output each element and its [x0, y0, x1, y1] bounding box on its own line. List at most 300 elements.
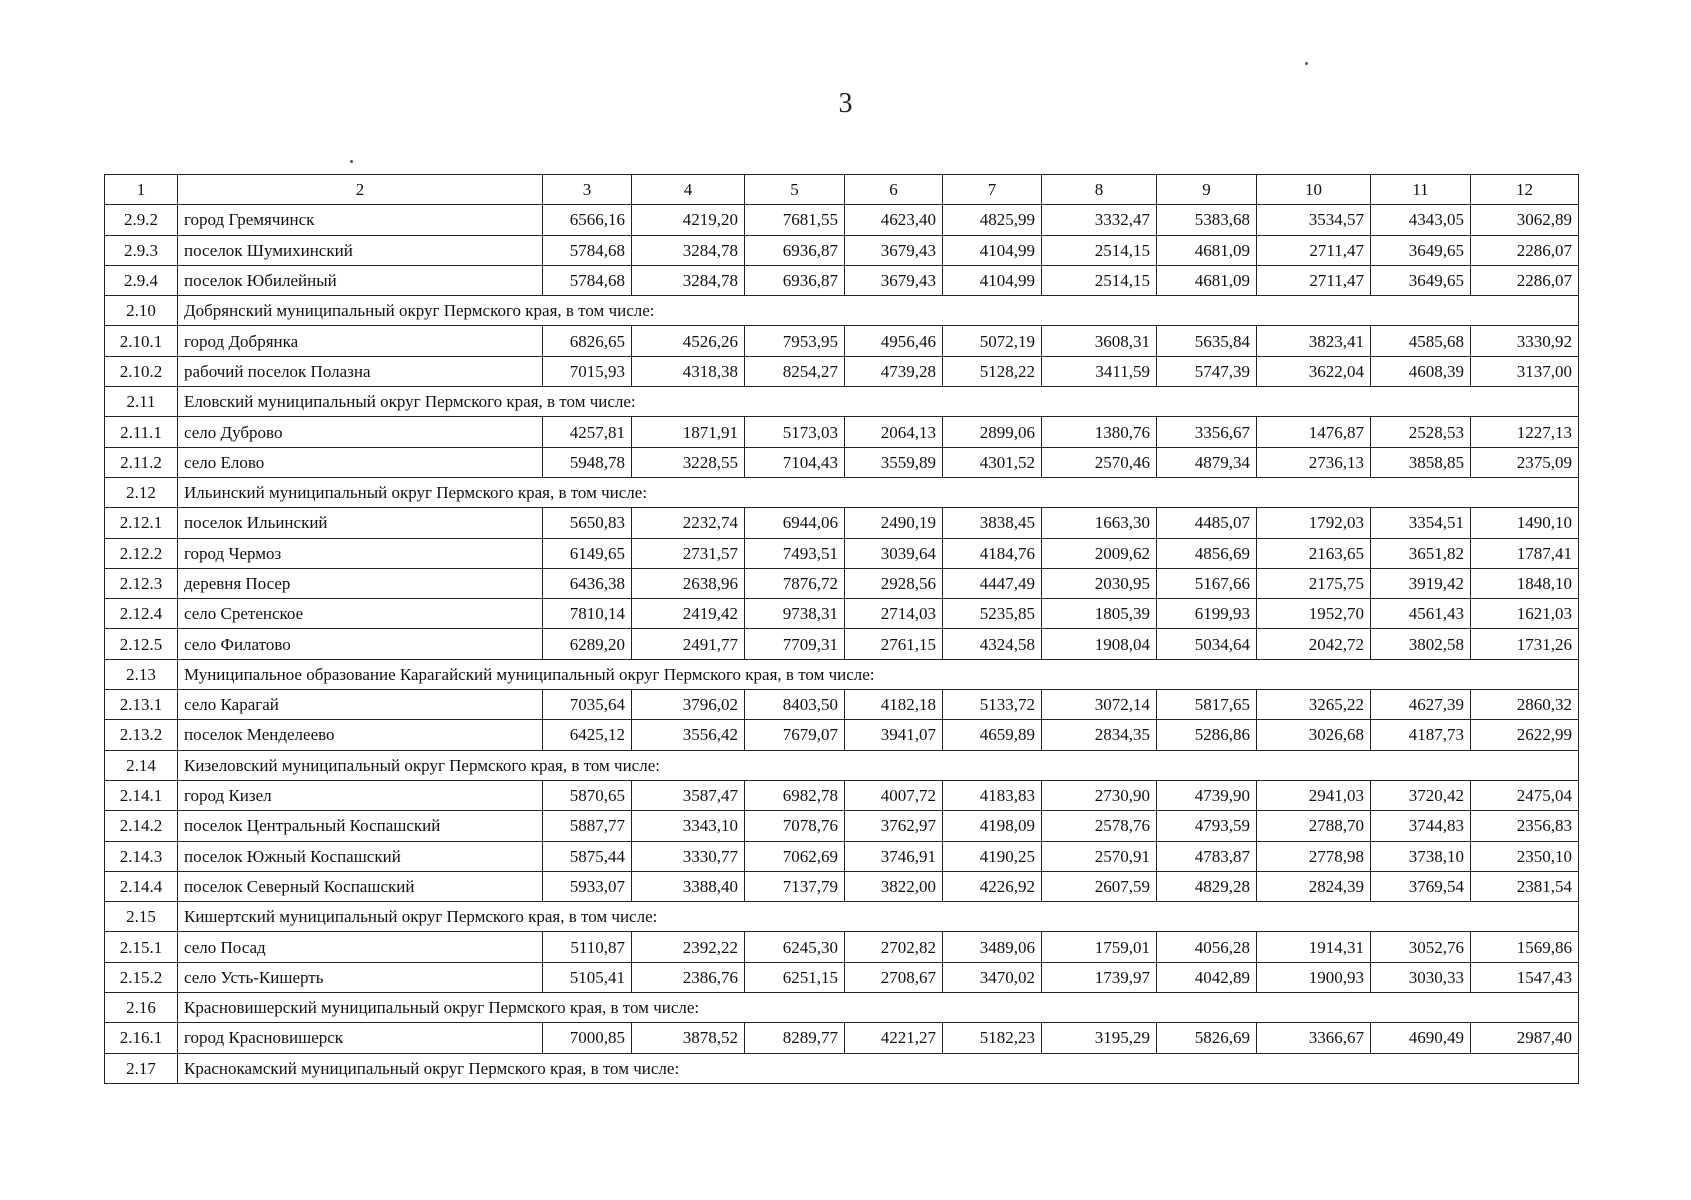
value-cell: 2570,46 [1042, 447, 1157, 477]
settlement-name: село Елово [178, 447, 543, 477]
scan-speck [350, 160, 353, 163]
value-cell: 3030,33 [1371, 962, 1471, 992]
section-row [105, 387, 1579, 417]
column-header-6: 6 [845, 175, 943, 205]
row-number: 2.11.2 [105, 447, 178, 477]
value-cell: 3878,52 [632, 1023, 745, 1053]
table-row [105, 841, 1579, 871]
value-cell: 2514,15 [1042, 235, 1157, 265]
value-cell: 3062,89 [1471, 205, 1579, 235]
value-cell: 2708,67 [845, 962, 943, 992]
value-cell: 4190,25 [943, 841, 1042, 871]
settlement-name: поселок Южный Коспашский [178, 841, 543, 871]
column-number-header-row [105, 175, 1579, 205]
value-cell: 4301,52 [943, 447, 1042, 477]
value-cell: 3559,89 [845, 447, 943, 477]
value-cell: 6149,65 [543, 538, 632, 568]
row-number: 2.16 [105, 993, 178, 1023]
value-cell: 8403,50 [745, 690, 845, 720]
value-cell: 4187,73 [1371, 720, 1471, 750]
value-cell: 6566,16 [543, 205, 632, 235]
value-cell: 2788,70 [1257, 811, 1371, 841]
table-row [105, 962, 1579, 992]
settlement-name: город Чермоз [178, 538, 543, 568]
value-cell: 4659,89 [943, 720, 1042, 750]
value-cell: 4104,99 [943, 265, 1042, 295]
row-number: 2.15.2 [105, 962, 178, 992]
settlement-name: село Карагай [178, 690, 543, 720]
value-cell: 2834,35 [1042, 720, 1157, 750]
value-cell: 4825,99 [943, 205, 1042, 235]
value-cell: 4324,58 [943, 629, 1042, 659]
column-header-7: 7 [943, 175, 1042, 205]
column-header-8: 8 [1042, 175, 1157, 205]
row-number: 2.11 [105, 387, 178, 417]
value-cell: 3354,51 [1371, 508, 1471, 538]
section-row [105, 296, 1579, 326]
value-cell: 3137,00 [1471, 356, 1579, 386]
value-cell: 3858,85 [1371, 447, 1471, 477]
row-number: 2.12 [105, 477, 178, 507]
value-cell: 3330,92 [1471, 326, 1579, 356]
value-cell: 2350,10 [1471, 841, 1579, 871]
value-cell: 8289,77 [745, 1023, 845, 1053]
value-cell: 2490,19 [845, 508, 943, 538]
section-row [105, 659, 1579, 689]
table-row [105, 326, 1579, 356]
table-row [105, 447, 1579, 477]
value-cell: 5110,87 [543, 932, 632, 962]
row-number: 2.13.1 [105, 690, 178, 720]
table-row [105, 508, 1579, 538]
column-header-1: 1 [105, 175, 178, 205]
row-number: 2.15.1 [105, 932, 178, 962]
value-cell: 9738,31 [745, 599, 845, 629]
value-cell: 4739,90 [1157, 780, 1257, 810]
settlement-name: поселок Северный Коспашский [178, 871, 543, 901]
table-row [105, 205, 1579, 235]
value-cell: 3411,59 [1042, 356, 1157, 386]
value-cell: 7679,07 [745, 720, 845, 750]
value-cell: 3195,29 [1042, 1023, 1157, 1053]
value-cell: 4447,49 [943, 568, 1042, 598]
value-cell: 2175,75 [1257, 568, 1371, 598]
value-cell: 2528,53 [1371, 417, 1471, 447]
section-title: Краснокамский муниципальный округ Пермского края, в том числе: [178, 1053, 1579, 1083]
value-cell: 1490,10 [1471, 508, 1579, 538]
value-cell: 6982,78 [745, 780, 845, 810]
value-cell: 4226,92 [943, 871, 1042, 901]
tariff-table [104, 174, 1579, 1084]
value-cell: 3587,47 [632, 780, 745, 810]
value-cell: 3330,77 [632, 841, 745, 871]
value-cell: 7493,51 [745, 538, 845, 568]
value-cell: 2714,03 [845, 599, 943, 629]
settlement-name: деревня Посер [178, 568, 543, 598]
value-cell: 3608,31 [1042, 326, 1157, 356]
value-cell: 6936,87 [745, 235, 845, 265]
table-row [105, 629, 1579, 659]
section-row [105, 1053, 1579, 1083]
value-cell: 4526,26 [632, 326, 745, 356]
value-cell: 2928,56 [845, 568, 943, 598]
value-cell: 4042,89 [1157, 962, 1257, 992]
value-cell: 3838,45 [943, 508, 1042, 538]
value-cell: 4585,68 [1371, 326, 1471, 356]
value-cell: 1792,03 [1257, 508, 1371, 538]
value-cell: 1848,10 [1471, 568, 1579, 598]
value-cell: 5887,77 [543, 811, 632, 841]
value-cell: 4608,39 [1371, 356, 1471, 386]
row-number: 2.15 [105, 902, 178, 932]
value-cell: 3470,02 [943, 962, 1042, 992]
section-row [105, 477, 1579, 507]
table-row [105, 932, 1579, 962]
column-header-10: 10 [1257, 175, 1371, 205]
value-cell: 5635,84 [1157, 326, 1257, 356]
value-cell: 7953,95 [745, 326, 845, 356]
value-cell: 3534,57 [1257, 205, 1371, 235]
value-cell: 2824,39 [1257, 871, 1371, 901]
value-cell: 2730,90 [1042, 780, 1157, 810]
table-row [105, 780, 1579, 810]
value-cell: 4681,09 [1157, 265, 1257, 295]
value-cell: 1900,93 [1257, 962, 1371, 992]
value-cell: 1914,31 [1257, 932, 1371, 962]
value-cell: 5105,41 [543, 962, 632, 992]
column-header-11: 11 [1371, 175, 1471, 205]
value-cell: 1547,43 [1471, 962, 1579, 992]
value-cell: 3366,67 [1257, 1023, 1371, 1053]
value-cell: 3228,55 [632, 447, 745, 477]
value-cell: 2381,54 [1471, 871, 1579, 901]
value-cell: 5948,78 [543, 447, 632, 477]
value-cell: 4879,34 [1157, 447, 1257, 477]
value-cell: 4793,59 [1157, 811, 1257, 841]
value-cell: 5870,65 [543, 780, 632, 810]
value-cell: 3072,14 [1042, 690, 1157, 720]
value-cell: 3679,43 [845, 265, 943, 295]
value-cell: 6944,06 [745, 508, 845, 538]
section-title: Муниципальное образование Карагайский муниципальный округ Пермского края, в том числе: [178, 659, 1579, 689]
value-cell: 1871,91 [632, 417, 745, 447]
value-cell: 1621,03 [1471, 599, 1579, 629]
value-cell: 4056,28 [1157, 932, 1257, 962]
value-cell: 6245,30 [745, 932, 845, 962]
value-cell: 4829,28 [1157, 871, 1257, 901]
settlement-name: село Усть-Кишерть [178, 962, 543, 992]
value-cell: 4681,09 [1157, 235, 1257, 265]
value-cell: 5826,69 [1157, 1023, 1257, 1053]
value-cell: 1805,39 [1042, 599, 1157, 629]
value-cell: 2761,15 [845, 629, 943, 659]
value-cell: 3556,42 [632, 720, 745, 750]
column-header-12: 12 [1471, 175, 1579, 205]
settlement-name: поселок Центральный Коспашский [178, 811, 543, 841]
row-number: 2.12.4 [105, 599, 178, 629]
value-cell: 2042,72 [1257, 629, 1371, 659]
table-row [105, 690, 1579, 720]
value-cell: 5875,44 [543, 841, 632, 871]
value-cell: 3343,10 [632, 811, 745, 841]
row-number: 2.10.1 [105, 326, 178, 356]
value-cell: 4783,87 [1157, 841, 1257, 871]
value-cell: 5784,68 [543, 235, 632, 265]
settlement-name: рабочий поселок Полазна [178, 356, 543, 386]
value-cell: 4184,76 [943, 538, 1042, 568]
value-cell: 5235,85 [943, 599, 1042, 629]
table-row [105, 356, 1579, 386]
value-cell: 3052,76 [1371, 932, 1471, 962]
value-cell: 5286,86 [1157, 720, 1257, 750]
value-cell: 2514,15 [1042, 265, 1157, 295]
section-title: Добрянский муниципальный округ Пермского края, в том числе: [178, 296, 1579, 326]
value-cell: 1476,87 [1257, 417, 1371, 447]
value-cell: 2375,09 [1471, 447, 1579, 477]
value-cell: 3822,00 [845, 871, 943, 901]
table-body [105, 175, 1579, 1084]
section-row [105, 902, 1579, 932]
table-row [105, 599, 1579, 629]
value-cell: 5650,83 [543, 508, 632, 538]
value-cell: 2419,42 [632, 599, 745, 629]
value-cell: 4956,46 [845, 326, 943, 356]
settlement-name: село Филатово [178, 629, 543, 659]
value-cell: 6425,12 [543, 720, 632, 750]
row-number: 2.14.3 [105, 841, 178, 871]
section-row [105, 750, 1579, 780]
value-cell: 3720,42 [1371, 780, 1471, 810]
value-cell: 2941,03 [1257, 780, 1371, 810]
value-cell: 4198,09 [943, 811, 1042, 841]
table-row [105, 568, 1579, 598]
value-cell: 4856,69 [1157, 538, 1257, 568]
value-cell: 2491,77 [632, 629, 745, 659]
column-header-9: 9 [1157, 175, 1257, 205]
table-row [105, 538, 1579, 568]
row-number: 2.11.1 [105, 417, 178, 447]
value-cell: 2009,62 [1042, 538, 1157, 568]
settlement-name: поселок Юбилейный [178, 265, 543, 295]
value-cell: 4739,28 [845, 356, 943, 386]
value-cell: 3622,04 [1257, 356, 1371, 386]
value-cell: 2232,74 [632, 508, 745, 538]
value-cell: 2392,22 [632, 932, 745, 962]
value-cell: 6436,38 [543, 568, 632, 598]
value-cell: 3679,43 [845, 235, 943, 265]
row-number: 2.9.2 [105, 205, 178, 235]
table-row [105, 811, 1579, 841]
table-row [105, 871, 1579, 901]
scan-speck [1305, 62, 1308, 65]
value-cell: 3265,22 [1257, 690, 1371, 720]
value-cell: 5167,66 [1157, 568, 1257, 598]
table-row [105, 235, 1579, 265]
value-cell: 2475,04 [1471, 780, 1579, 810]
row-number: 2.12.5 [105, 629, 178, 659]
section-title: Ильинский муниципальный округ Пермского края, в том числе: [178, 477, 1579, 507]
value-cell: 5133,72 [943, 690, 1042, 720]
table-row [105, 720, 1579, 750]
section-title: Кишертский муниципальный округ Пермского края, в том числе: [178, 902, 1579, 932]
section-title: Еловский муниципальный округ Пермского края, в том числе: [178, 387, 1579, 417]
value-cell: 3284,78 [632, 265, 745, 295]
settlement-name: город Красновишерск [178, 1023, 543, 1053]
value-cell: 2711,47 [1257, 265, 1371, 295]
settlement-name: поселок Шумихинский [178, 235, 543, 265]
settlement-name: город Добрянка [178, 326, 543, 356]
row-number: 2.13 [105, 659, 178, 689]
value-cell: 1952,70 [1257, 599, 1371, 629]
value-cell: 3919,42 [1371, 568, 1471, 598]
value-cell: 3762,97 [845, 811, 943, 841]
value-cell: 7015,93 [543, 356, 632, 386]
value-cell: 7078,76 [745, 811, 845, 841]
value-cell: 2578,76 [1042, 811, 1157, 841]
value-cell: 3738,10 [1371, 841, 1471, 871]
value-cell: 4182,18 [845, 690, 943, 720]
value-cell: 1227,13 [1471, 417, 1579, 447]
value-cell: 7000,85 [543, 1023, 632, 1053]
value-cell: 2622,99 [1471, 720, 1579, 750]
value-cell: 7876,72 [745, 568, 845, 598]
value-cell: 4627,39 [1371, 690, 1471, 720]
value-cell: 3796,02 [632, 690, 745, 720]
value-cell: 4183,83 [943, 780, 1042, 810]
value-cell: 1739,97 [1042, 962, 1157, 992]
value-cell: 1787,41 [1471, 538, 1579, 568]
value-cell: 2702,82 [845, 932, 943, 962]
value-cell: 3039,64 [845, 538, 943, 568]
page-number: 3 [838, 88, 853, 119]
value-cell: 3489,06 [943, 932, 1042, 962]
value-cell: 1759,01 [1042, 932, 1157, 962]
value-cell: 7104,43 [745, 447, 845, 477]
value-cell: 2638,96 [632, 568, 745, 598]
value-cell: 5747,39 [1157, 356, 1257, 386]
column-header-2: 2 [178, 175, 543, 205]
value-cell: 7681,55 [745, 205, 845, 235]
value-cell: 7810,14 [543, 599, 632, 629]
table-row [105, 265, 1579, 295]
value-cell: 3649,65 [1371, 235, 1471, 265]
row-number: 2.14.2 [105, 811, 178, 841]
value-cell: 7035,64 [543, 690, 632, 720]
row-number: 2.9.4 [105, 265, 178, 295]
section-title: Красновишерский муниципальный округ Пермского края, в том числе: [178, 993, 1579, 1023]
section-row [105, 993, 1579, 1023]
settlement-name: город Кизел [178, 780, 543, 810]
value-cell: 6826,65 [543, 326, 632, 356]
row-number: 2.16.1 [105, 1023, 178, 1053]
value-cell: 3356,67 [1157, 417, 1257, 447]
value-cell: 4690,49 [1371, 1023, 1471, 1053]
value-cell: 2731,57 [632, 538, 745, 568]
value-cell: 1731,26 [1471, 629, 1579, 659]
value-cell: 5182,23 [943, 1023, 1042, 1053]
value-cell: 3823,41 [1257, 326, 1371, 356]
row-number: 2.14.4 [105, 871, 178, 901]
value-cell: 4623,40 [845, 205, 943, 235]
value-cell: 1663,30 [1042, 508, 1157, 538]
value-cell: 2570,91 [1042, 841, 1157, 871]
row-number: 2.12.1 [105, 508, 178, 538]
value-cell: 3284,78 [632, 235, 745, 265]
section-title: Кизеловский муниципальный округ Пермского края, в том числе: [178, 750, 1579, 780]
row-number: 2.12.3 [105, 568, 178, 598]
value-cell: 3769,54 [1371, 871, 1471, 901]
value-cell: 2064,13 [845, 417, 943, 447]
value-cell: 4318,38 [632, 356, 745, 386]
value-cell: 5817,65 [1157, 690, 1257, 720]
value-cell: 3802,58 [1371, 629, 1471, 659]
settlement-name: поселок Ильинский [178, 508, 543, 538]
value-cell: 5383,68 [1157, 205, 1257, 235]
value-cell: 6289,20 [543, 629, 632, 659]
row-number: 2.9.3 [105, 235, 178, 265]
value-cell: 4561,43 [1371, 599, 1471, 629]
value-cell: 3744,83 [1371, 811, 1471, 841]
value-cell: 4221,27 [845, 1023, 943, 1053]
value-cell: 3746,91 [845, 841, 943, 871]
value-cell: 7062,69 [745, 841, 845, 871]
value-cell: 4219,20 [632, 205, 745, 235]
value-cell: 4485,07 [1157, 508, 1257, 538]
value-cell: 2860,32 [1471, 690, 1579, 720]
value-cell: 6936,87 [745, 265, 845, 295]
settlement-name: село Сретенское [178, 599, 543, 629]
value-cell: 4257,81 [543, 417, 632, 447]
column-header-4: 4 [632, 175, 745, 205]
value-cell: 2736,13 [1257, 447, 1371, 477]
row-number: 2.12.2 [105, 538, 178, 568]
value-cell: 4343,05 [1371, 205, 1471, 235]
value-cell: 5128,22 [943, 356, 1042, 386]
value-cell: 3332,47 [1042, 205, 1157, 235]
value-cell: 5072,19 [943, 326, 1042, 356]
value-cell: 2163,65 [1257, 538, 1371, 568]
value-cell: 4104,99 [943, 235, 1042, 265]
value-cell: 3026,68 [1257, 720, 1371, 750]
row-number: 2.10 [105, 296, 178, 326]
row-number: 2.13.2 [105, 720, 178, 750]
value-cell: 5933,07 [543, 871, 632, 901]
value-cell: 2711,47 [1257, 235, 1371, 265]
value-cell: 2778,98 [1257, 841, 1371, 871]
value-cell: 5034,64 [1157, 629, 1257, 659]
column-header-5: 5 [745, 175, 845, 205]
value-cell: 6251,15 [745, 962, 845, 992]
value-cell: 3388,40 [632, 871, 745, 901]
settlement-name: поселок Менделеево [178, 720, 543, 750]
value-cell: 5784,68 [543, 265, 632, 295]
value-cell: 6199,93 [1157, 599, 1257, 629]
row-number: 2.14 [105, 750, 178, 780]
row-number: 2.10.2 [105, 356, 178, 386]
settlement-name: село Посад [178, 932, 543, 962]
value-cell: 3649,65 [1371, 265, 1471, 295]
value-cell: 8254,27 [745, 356, 845, 386]
value-cell: 2030,95 [1042, 568, 1157, 598]
value-cell: 2386,76 [632, 962, 745, 992]
table-row [105, 1023, 1579, 1053]
value-cell: 5173,03 [745, 417, 845, 447]
value-cell: 1380,76 [1042, 417, 1157, 447]
settlement-name: город Гремячинск [178, 205, 543, 235]
value-cell: 3651,82 [1371, 538, 1471, 568]
value-cell: 7137,79 [745, 871, 845, 901]
value-cell: 2286,07 [1471, 235, 1579, 265]
